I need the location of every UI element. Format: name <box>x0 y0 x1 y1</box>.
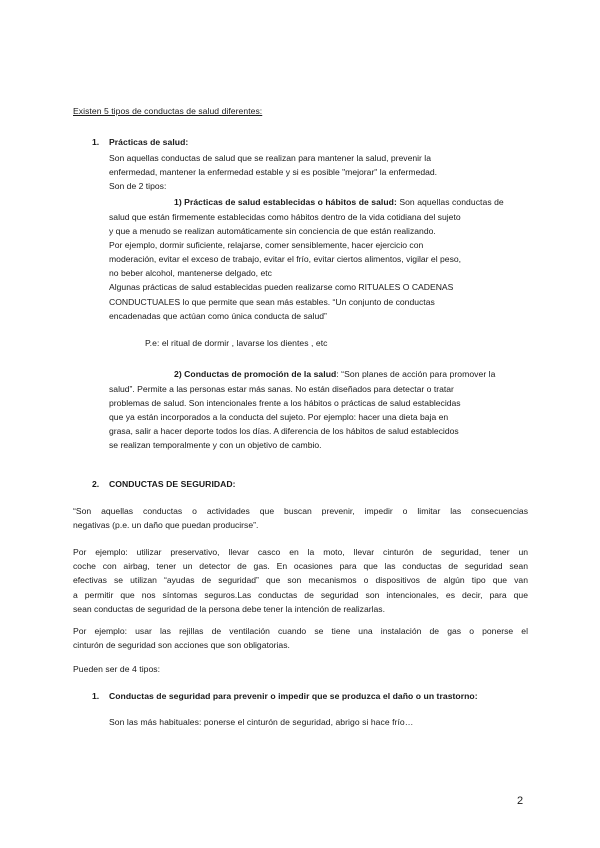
subsection-2-line: que ya están incorporados a la conducta del sujeto. Por ejemplo: hacer una dieta baja en <box>109 412 449 423</box>
paragraph-line: coche con airbag, tener un detector de gas. En ocasiones para que las conductas de seguridad sean <box>73 561 528 572</box>
subsection-2-first-line <box>174 367 495 381</box>
subsection-1-line: y que a menudo se realizan automáticamente sin conciencia de que están realizando. <box>109 226 436 237</box>
paragraph-line: negativas (p.e. un daño que puedan producirse”. <box>73 520 259 531</box>
type-1-title: Conductas de seguridad para prevenir o impedir que se produzca el daño o un trastorno: <box>109 691 478 701</box>
subsection-1-line: Por ejemplo, dormir suficiente, relajarse, comer sensiblemente, hacer ejercicio con <box>109 240 424 251</box>
paragraph-line: cinturón de seguridad son acciones que son obligatorias. <box>73 640 290 651</box>
section-2-number: 2. <box>92 479 100 489</box>
subsection-2-line: problemas de salud. Son intencionales frente a los hábitos o prácticas de salud establecidas <box>109 398 461 409</box>
paragraph-line: Por ejemplo: utilizar preservativo, llevar casco en la moto, llevar cinturón de seguridad, tener un <box>73 547 528 557</box>
paragraph-line: a permitir que nos síntomas seguros.Las conductas de seguridad son intencionales, es decir, para que <box>73 589 528 600</box>
section-1-body <box>109 151 437 193</box>
subsection-1-line: salud que están firmemente establecidas como hábitos dentro de la vida cotidiana del sujeto <box>109 212 461 222</box>
section-2-paragraph-1 <box>73 504 528 532</box>
paragraph-line: sean conductas de seguridad de la persona debe tener la intención de realizarlas. <box>73 603 385 614</box>
paragraph-line: efectivas se utilizan “ayudas de seguridad” que son mecanismos o dispositivos de algún tipo que van <box>73 575 528 586</box>
type-1-number: 1. <box>92 691 100 701</box>
page-number: 2 <box>517 795 524 807</box>
subsection-2-body <box>109 382 461 452</box>
paragraph-line: Por ejemplo: usar las rejillas de ventilación cuando se tiene una instalación de gas o ponerse el <box>73 626 528 636</box>
section-2-paragraph-3 <box>73 624 528 652</box>
section-1-number: 1. <box>92 137 100 147</box>
subsection-2-line: se realizan temporalmente y con un objetivo de cambio. <box>109 440 322 451</box>
subsection-1-body <box>109 210 461 323</box>
subsection-1-line: no beber alcohol, mantenerse delgado, etc <box>109 268 272 279</box>
subsection-2-line: salud”. Permite a las personas estar más sanas. No están diseñados para detectar o tratar <box>109 384 454 394</box>
subsection-1-line: moderación, evitar el exceso de trabajo, evitar el frío, evitar ciertos alimentos, vigilar el peso, <box>109 254 462 265</box>
subsection-1-first-line <box>174 195 504 209</box>
subsection-2-first-line-rest: : “Son planes de acción para promover la <box>336 369 496 379</box>
subsection-1-example: P.e: el ritual de dormir , lavarse los dientes , etc <box>145 338 328 348</box>
subsection-1-first-line-rest: Son aquellas conductas de <box>396 197 504 207</box>
section-2-paragraph-2 <box>73 545 528 616</box>
section-1-line: Son aquellas conductas de salud que se realizan para mantener la salud, prevenir la <box>109 153 431 163</box>
section-2-title: CONDUCTAS DE SEGURIDAD: <box>109 479 236 489</box>
intro-heading: Existen 5 tipos de conductas de salud diferentes: <box>73 106 263 116</box>
subsection-2-line: grasa, salir a hacer deporte todos los días. A diferencia de los hábitos de salud establecidos <box>109 426 459 437</box>
types-intro: Pueden ser de 4 tipos: <box>73 664 161 674</box>
section-1-line: enfermedad, mantener la enfermedad estable y si es posible "mejorar" la enfermedad. <box>109 167 438 178</box>
section-1-title: Prácticas de salud: <box>109 137 189 147</box>
subsection-2-title: 2) Conductas de promoción de la salud <box>174 369 337 379</box>
section-1-line: Son de 2 tipos: <box>109 181 167 192</box>
subsection-1-title: 1) Prácticas de salud establecidas o hábitos de salud: <box>174 197 397 207</box>
type-1-text: Son las más habituales: ponerse el cinturón de seguridad, abrigo si hace frío… <box>109 717 414 727</box>
subsection-1-line: encadenadas que actúan como única conducta de salud” <box>109 310 327 321</box>
paragraph-line: “Son aquellas conductas o actividades que buscan prevenir, impedir o limitar las consecuencias <box>73 506 528 516</box>
subsection-1-line: CONDUCTUALES lo que permite que sean más estables. “Un conjunto de conductas <box>109 296 435 307</box>
subsection-1-line: Algunas prácticas de salud establecidas pueden realizarse como RITUALES O CADENAS <box>109 282 454 293</box>
